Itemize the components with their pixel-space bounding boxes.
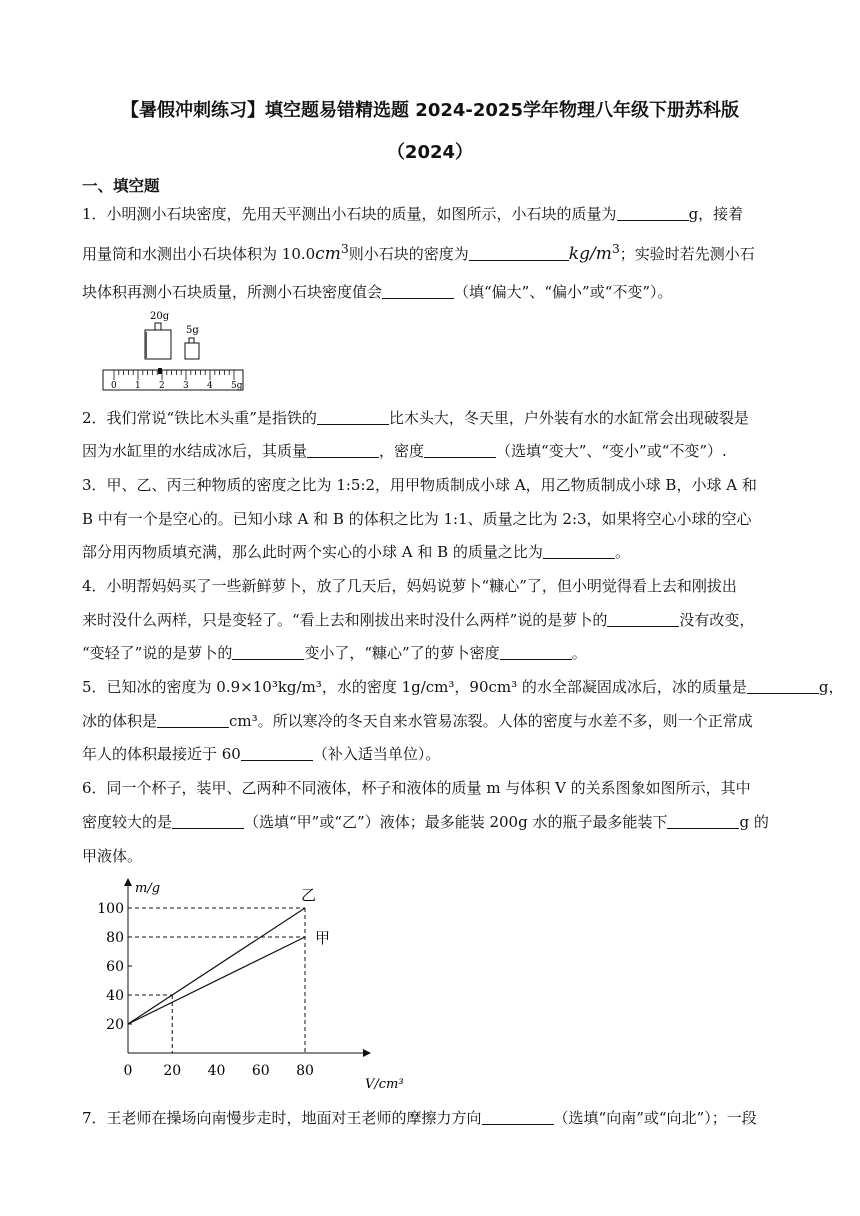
chart-series (128, 908, 305, 1024)
q2-blank-2[interactable] (307, 442, 379, 458)
document-title: 【暑假冲刺练习】填空题易错精选题 2024-2025学年物理八年级下册苏科版 (121, 100, 739, 121)
chart-labels (97, 881, 403, 1092)
series-label-2: 甲 (315, 929, 331, 947)
chart-axes (124, 878, 371, 1057)
q2-line1: 2．我们常说“铁比木头重”是指铁的 比木头大，冬天里，户外装有水的水缸常会出现破裂是 (82, 409, 749, 427)
ruler-label: 0 (111, 381, 117, 391)
q2-blank-1[interactable] (317, 409, 389, 425)
q4-blank-1[interactable] (607, 611, 679, 627)
weight-20g-knob (155, 323, 161, 330)
ruler-label: 3 (183, 381, 189, 391)
q1-blank-mass[interactable] (617, 205, 689, 221)
x-tick-label: 0 (123, 1063, 133, 1079)
x-tick-label: 60 (251, 1063, 270, 1079)
series-line-1 (128, 908, 305, 1024)
y-tick-label: 80 (106, 930, 124, 946)
q2-line2: 因为水缸里的水结成冰后，其质量 ，密度 （选填“变大”、“变小”或“不变”）. (82, 442, 727, 460)
x-tick-label: 80 (296, 1063, 314, 1079)
x-tick-label: 20 (163, 1063, 182, 1079)
y-tick-label: 60 (106, 959, 124, 975)
weight-5g-label: 5g (186, 325, 199, 336)
q6-line3: 甲液体。 (82, 847, 143, 865)
ruler-label: 5g (231, 381, 243, 391)
q1-line2: 用量筒和水测出小石块体积为 $10.0cm^3$则小石块的密度为 $kg/m^3$；实验时若先测小石 (82, 241, 755, 264)
q4-line1: 4．小明帮妈妈买了一些新鲜萝卜，放了几天后，妈妈说萝卜“糠心”了，但小明觉得看上去和刚拔出 (82, 577, 737, 595)
y-tick-label: 20 (106, 1017, 124, 1033)
ruler-label: 4 (207, 381, 213, 391)
q2-blank-3[interactable] (424, 442, 496, 458)
y-tick-label: 40 (106, 988, 124, 1004)
q1-blank-density[interactable] (469, 245, 569, 261)
q5-line1: 5．已知冰的密度为 0.9×10³kg/m³，水的密度 1g/cm³，90cm³ 的水全部凝固成冰后，冰的质量是 g， (82, 678, 844, 696)
q1-line1: 1．小明测小石块密度，先用天平测出小石块的质量，如图所示，小石块的质量为 g，接着 (82, 205, 744, 223)
q3-line1: 3．甲、乙、丙三种物质的密度之比为 1:5:2，用甲物质制成小球 A，用乙物质制成小球 B，小球 A 和 (82, 476, 757, 494)
q4-blank-2[interactable] (232, 644, 304, 660)
x-tick-label: 40 (207, 1063, 226, 1079)
q3-line3: 部分用丙物质填充满，那么此时两个实心的小球 A 和 B 的质量之比为 。 (82, 543, 630, 561)
weight-5g (185, 343, 199, 359)
weight-20g-label: 20g (150, 311, 170, 322)
y-tick-label: 100 (97, 901, 124, 917)
q7-line1: 7．王老师在操场向南慢步走时，地面对王老师的摩擦力方向 （选填“向南”或“向北”）；一段 (82, 1109, 757, 1127)
x-axis-label: V/cm³ (365, 1077, 404, 1092)
balance-weights-figure (100, 308, 250, 394)
q4-line2: 来时没什么两样，只是变轻了。“看上去和刚拔出来时没什么两样”说的是萝卜的 没有改变， (82, 611, 755, 629)
q1-blank-error[interactable] (382, 283, 454, 299)
document-title-year: （2024） (386, 142, 474, 163)
q4-line3: “变轻了”说的是萝卜的 变小了，“糠心”了的萝卜密度 。 (82, 644, 587, 662)
q5-line2: 冰的体积是 cm³。所以寒冷的冬天自来水管易冻裂。人体的密度与水差不多，则一个正常成 (82, 712, 753, 730)
q3-line2: B 中有一个是空心的。已知小球 A 和 B 的体积之比为 1:1、质量之比为 2:3，如果将空心小球的空心 (82, 510, 752, 528)
y-axis-arrow (124, 878, 132, 886)
y-axis-label: m/g (135, 881, 161, 896)
rider[interactable] (158, 368, 162, 374)
q6-line1: 6．同一个杯子，装甲、乙两种不同液体，杯子和液体的质量 m 与体积 V 的关系图象如图所示，其中 (82, 779, 751, 797)
ruler-label: 2 (159, 381, 165, 391)
q6-line2: 密度较大的是 （选填“甲”或“乙”）液体；最多能装 200g 水的瓶子最多能装下 g 的 (82, 813, 769, 831)
weight-5g-knob (189, 338, 194, 343)
q6-blank-2[interactable] (667, 813, 739, 829)
mass-volume-chart (95, 876, 415, 1092)
q5-line3: 年人的体积最接近于 60 （补入适当单位）。 (82, 745, 441, 763)
q5-blank-3[interactable] (241, 745, 313, 761)
q5-blank-2[interactable] (157, 712, 229, 728)
q1-line3: 块体积再测小石块质量，所测小石块密度值会 （填“偏大”、“偏小”或“不变”）。 (82, 283, 673, 301)
q6-blank-1[interactable] (172, 813, 244, 829)
q4-blank-3[interactable] (500, 644, 572, 660)
ruler-label: 1 (135, 381, 141, 391)
weight-20g (145, 330, 171, 359)
section-heading: 一、填空题 (82, 177, 160, 195)
q3-blank[interactable] (543, 543, 615, 559)
series-label-1: 乙 (301, 886, 317, 904)
q5-blank-1[interactable] (747, 678, 819, 694)
x-axis-arrow (363, 1049, 371, 1057)
series-line-2 (128, 937, 305, 1024)
q7-blank-1[interactable] (482, 1109, 554, 1125)
